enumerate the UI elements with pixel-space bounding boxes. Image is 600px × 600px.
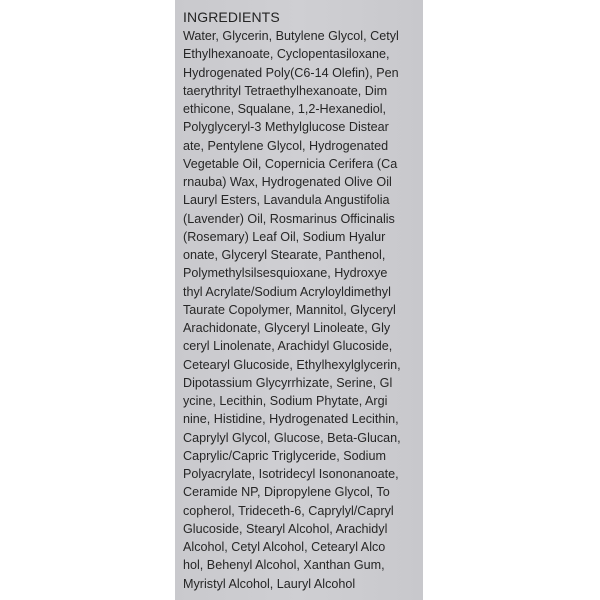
ingredient-line: Polymethylsilsesquioxane, Hydroxye: [183, 266, 388, 281]
ingredient-line: Dipotassium Glycyrrhizate, Serine, Gl: [183, 375, 393, 390]
ingredient-line: Caprylyl Glycol, Glucose, Beta-Glucan,: [183, 430, 401, 445]
ingredient-line: onate, Glyceryl Stearate, Panthenol,: [183, 248, 386, 262]
ingredient-line: Polyglyceryl-3 Methylglucose Distear: [183, 120, 389, 135]
ingredient-line: Caprylic/Capric Triglyceride, Sodium: [183, 448, 386, 463]
ingredient-line: taerythrityl Tetraethylhexanoate, Dim: [183, 83, 388, 98]
ingredient-line: Arachidonate, Glyceryl Linoleate, Gly: [183, 321, 391, 335]
ingredient-line: ate, Pentylene Glycol, Hydrogenated: [183, 138, 389, 153]
ingredient-line: ycine, Lecithin, Sodium Phytate, Argi: [183, 394, 388, 408]
ingredient-line: Vegetable Oil, Copernicia Cerifera (Ca: [183, 156, 398, 171]
ingredient-line: thyl Acrylate/Sodium Acryloyldimethyl: [183, 284, 391, 299]
ingredient-line: Glucoside, Stearyl Alcohol, Arachidyl: [183, 521, 388, 536]
ingredients-heading: INGREDIENTS: [183, 9, 280, 25]
ingredient-line: Myristyl Alcohol, Lauryl Alcohol: [183, 576, 356, 591]
ingredient-line: ethicone, Squalane, 1,2-Hexanediol,: [183, 102, 387, 116]
ingredient-line: Taurate Copolymer, Mannitol, Glyceryl: [183, 302, 396, 317]
ingredient-line: Cetearyl Glucoside, Ethylhexylglycerin,: [183, 357, 401, 372]
ingredient-line: Lauryl Esters, Lavandula Angustifolia: [183, 193, 390, 208]
ingredient-line: Hydrogenated Poly(C6-14 Olefin), Pen: [183, 65, 399, 80]
ingredient-line: Ethylhexanoate, Cyclopentasiloxane,: [183, 47, 390, 62]
ingredients-list: [183, 27, 401, 593]
ingredient-line: Ceramide NP, Dipropylene Glycol, To: [183, 485, 390, 500]
ingredient-line: (Rosemary) Leaf Oil, Sodium Hyalur: [183, 229, 386, 244]
ingredient-line: Water, Glycerin, Butylene Glycol, Cetyl: [183, 29, 399, 43]
ingredient-line: nine, Histidine, Hydrogenated Lecithin,: [183, 412, 399, 427]
ingredient-line: Polyacrylate, Isotridecyl Isononanoate,: [183, 467, 399, 481]
ingredient-line: (Lavender) Oil, Rosmarinus Officinalis: [183, 211, 395, 226]
ingredient-line: copherol, Trideceth-6, Caprylyl/Capryl: [183, 503, 394, 518]
ingredient-line: ceryl Linolenate, Arachidyl Glucoside,: [183, 339, 393, 354]
ingredient-line: Alcohol, Cetyl Alcohol, Cetearyl Alco: [183, 540, 386, 554]
ingredient-line: hol, Behenyl Alcohol, Xanthan Gum,: [183, 558, 385, 573]
ingredient-line: rnauba) Wax, Hydrogenated Olive Oil: [183, 175, 392, 189]
